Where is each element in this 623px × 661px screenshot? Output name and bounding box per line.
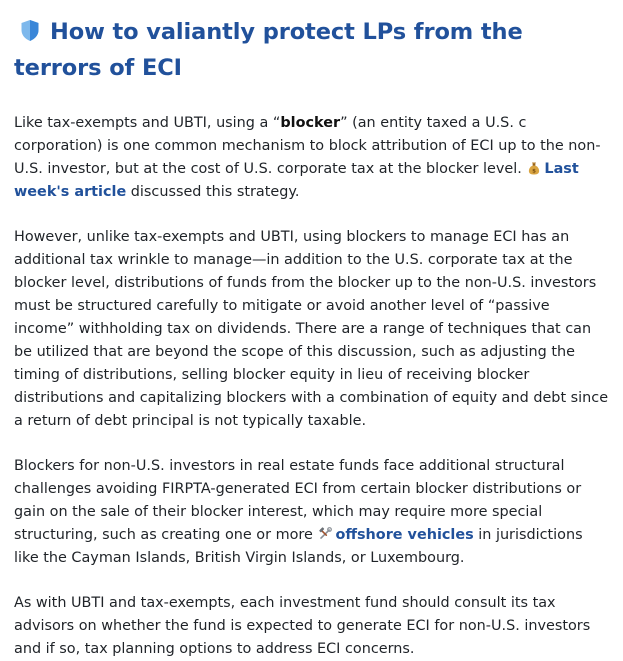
shield-icon: [20, 19, 40, 42]
paragraph-1-text-a: Like tax-exempts and UBTI, using a “: [14, 115, 281, 131]
page-title: [14, 14, 611, 86]
money-bag-icon: [527, 161, 541, 175]
paragraph-1-text-c: discussed this strategy.: [126, 184, 300, 200]
svg-text:$: $: [532, 168, 537, 175]
paragraph-2: However, unlike tax-exempts and UBTI, using blockers to manage ECI has an additional tax wrinkle to manage—in addition to the U.S. corporate tax at the blocker level, distributions of funds from the blocker up to the non-U.S. investors must be structured carefully to mitigate or avoid another level of “passive income” withholding tax on dividends. There are a range of techniques that can be utilized that are beyond the scope of this discussion, such as adjusting the timing of distributions, selling blocker equity in lieu of receiving blocker distributions and capitalizing blockers with a combination of equity and debt since a return of debt principal is not typically taxable.: [14, 229, 609, 429]
paragraph-1: [14, 112, 611, 204]
tools-icon: [318, 527, 332, 541]
blocker-term: blocker: [280, 115, 341, 131]
paragraph-1-text-b: ” (an entity taxed a U.S. c corporation) is one common mechanism to block attribution of ECI up to the non-U.S. investor, but at the cost of U.S. corporate tax at the blocker level.: [14, 115, 601, 177]
offshore-vehicles-link-text: offshore vehicles: [335, 527, 474, 543]
paragraph-3-text-b: in jurisdictions like the Cayman Islands, British Virgin Islands, or Luxembourg.: [14, 527, 583, 566]
paragraph-4: As with UBTI and tax-exempts, each investment fund should consult its tax advisors on whether the fund is expected to generate ECI for non-U.S. investors and if so, tax planning options to address ECI concerns.: [14, 595, 591, 657]
page-title-text: How to valiantly protect LPs from the terrors of ECI: [14, 19, 523, 81]
last-weeks-article-link-text: Last week's article: [14, 161, 579, 200]
paragraph-3: [14, 455, 611, 570]
paragraph-3-text-a: Blockers for non-U.S. investors in real estate funds face additional structural challenges avoiding FIRPTA-generated ECI from certain blocker distributions or gain on the sale of their blocker interest, which may require more special structuring, such as creating one or more: [14, 458, 582, 543]
offshore-vehicles-link[interactable]: [317, 527, 473, 543]
